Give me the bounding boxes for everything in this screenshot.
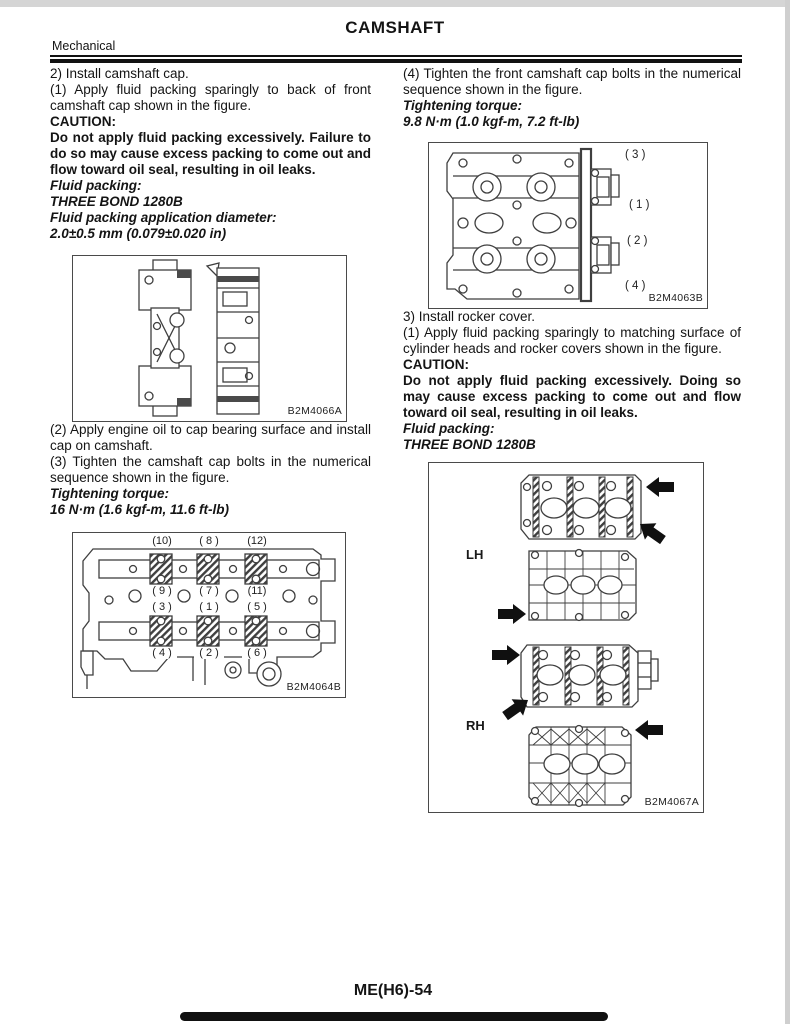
packing-point-arrow-icon [646, 477, 674, 497]
figure-cap-profiles [72, 255, 347, 422]
bolt-sequence-label: ( 5 ) [242, 601, 272, 613]
rocker-cover-diagram [429, 463, 703, 812]
front-bolt-label: ( 3 ) [625, 149, 646, 161]
figure-rocker-cover [428, 462, 704, 813]
bolt-sequence-label: (10) [147, 535, 177, 547]
header-rule-thick [50, 59, 742, 63]
packing-point-arrow-icon [634, 516, 668, 548]
section-label: Mechanical [52, 39, 116, 53]
front-bolt-label: ( 2 ) [627, 235, 648, 247]
figure-code: B2M4064B [286, 681, 341, 693]
tightening-torque-value-left: 16 N·m (1.6 kgf-m, 11.6 ft-lb) [50, 502, 230, 517]
rh-label: RH [466, 718, 485, 733]
bolt-sequence-label: ( 7 ) [194, 585, 224, 597]
packing-point-arrow-icon [635, 720, 663, 740]
front-bolt-label: ( 4 ) [625, 280, 646, 292]
fluid-packing-value-left: THREE BOND 1280B [50, 194, 183, 209]
bolt-sequence-label: ( 9 ) [147, 585, 177, 597]
bolt-sequence-label: ( 4 ) [147, 647, 177, 659]
front-bolt-label: ( 1 ) [629, 199, 650, 211]
step-2-heading: 2) Install camshaft cap. [50, 66, 189, 81]
figure-front-cap-sequence [428, 142, 708, 309]
application-diameter-value: 2.0±0.5 mm (0.079±0.020 in) [50, 226, 227, 241]
bolt-sequence-label: ( 1 ) [194, 601, 224, 613]
header-rule-thin [50, 55, 742, 57]
tightening-torque-value-right: 9.8 N·m (1.0 kgf-m, 7.2 ft-lb) [403, 114, 580, 129]
step-2-3-text: (3) Tighten the camshaft cap bolts in the numerical sequence shown in the figure. [50, 454, 371, 485]
page-edge-right [785, 0, 790, 1024]
bolt-sequence-label: ( 2 ) [194, 647, 224, 659]
cap-sequence-diagram [73, 533, 345, 697]
fluid-packing-heading-right: Fluid packing: [403, 421, 495, 436]
bolt-sequence-label: ( 3 ) [147, 601, 177, 613]
page-title: CAMSHAFT [345, 18, 445, 37]
tightening-torque-heading-right: Tightening torque: [403, 98, 522, 113]
caution-text-left: Do not apply fluid packing excessively. Failure to do so may cause excess packing to come out and flow toward oil seal, resulting in oil leaks. [50, 130, 371, 177]
step-2-1-text: (1) Apply fluid packing sparingly to back of front camshaft cap shown in the figure. [50, 82, 371, 113]
packing-point-arrow-icon [498, 604, 526, 624]
caution-heading-right: CAUTION: [403, 357, 469, 372]
fluid-packing-heading-left: Fluid packing: [50, 178, 142, 193]
bolt-sequence-label: (11) [242, 585, 272, 597]
page-number: ME(H6)-54 [353, 982, 433, 999]
step-2-2-text: (2) Apply engine oil to cap bearing surface and install cap on camshaft. [50, 422, 371, 453]
caution-heading-left: CAUTION: [50, 114, 116, 129]
bolt-sequence-label: ( 8 ) [194, 535, 224, 547]
packing-point-arrow-icon [492, 645, 520, 665]
figure-code: B2M4063B [648, 292, 703, 304]
step-2-4-text: (4) Tighten the front camshaft cap bolts in the numerical sequence shown in the figure. [403, 66, 741, 97]
caution-text-right: Do not apply fluid packing excessively. Doing so may cause excess packing to come out and flow toward oil seal, resulting in oil leaks. [403, 373, 741, 420]
left-column [50, 66, 371, 698]
figure-cap-sequence [72, 532, 346, 698]
figure-code: B2M4067A [644, 796, 699, 808]
tightening-torque-heading-left: Tightening torque: [50, 486, 169, 501]
page-edge-top [0, 0, 790, 7]
application-diameter-heading: Fluid packing application diameter: [50, 210, 277, 225]
lh-label: LH [466, 547, 484, 562]
packing-point-arrow-icon [499, 692, 533, 724]
step-3-heading: 3) Install rocker cover. [403, 309, 536, 324]
fluid-packing-value-right: THREE BOND 1280B [403, 437, 536, 452]
bolt-sequence-label: (12) [242, 535, 272, 547]
right-column [403, 66, 741, 813]
step-3-1-text: (1) Apply fluid packing sparingly to matching surface of cylinder heads and rocker covers shown in the figure. [403, 325, 741, 356]
figure-code: B2M4066A [287, 405, 342, 417]
bolt-sequence-label: ( 6 ) [242, 647, 272, 659]
cap-profiles-diagram [73, 256, 346, 421]
footer-bar [180, 1012, 608, 1021]
